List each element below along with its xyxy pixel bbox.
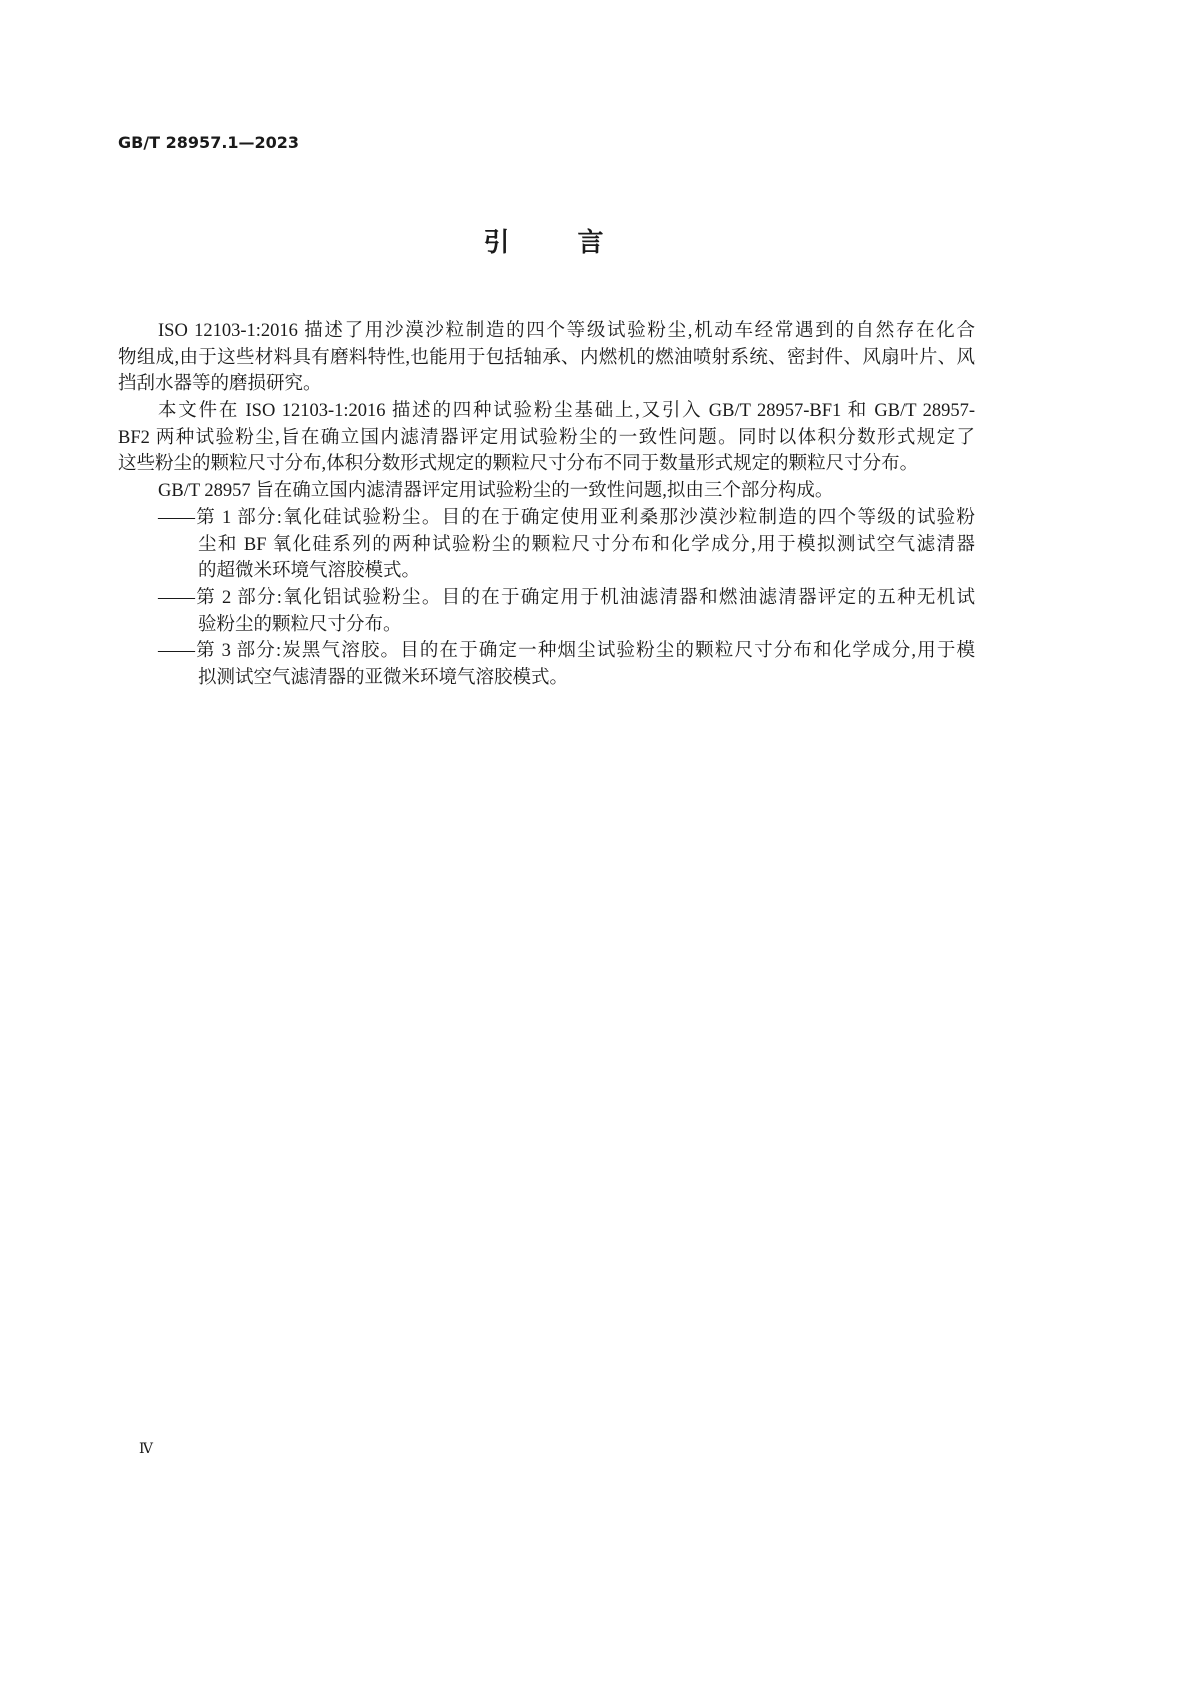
paragraph-line: 物组成,由于这些材料具有磨料特性,也能用于包括轴承、内燃机的燃油喷射系统、密封件、风扇叶片、风 <box>118 347 975 368</box>
list-item-part-3 <box>118 638 975 691</box>
list-item-part-2 <box>118 585 975 638</box>
list-item-line: ——第 2 部分:氧化铝试验粉尘。目的在于确定用于机油滤清器和燃油滤清器评定的五种无机试 <box>158 587 975 608</box>
list-item-line: 的超微米环境气溶胶模式。 <box>198 561 421 582</box>
paragraph-line: 本文件在 ISO 12103-1:2016 描述的四种试验粉尘基础上,又引入 GB/T 28957-BF1 和 GB/T 28957- <box>158 401 975 422</box>
paragraph-1 <box>118 318 975 398</box>
paragraph-line: 挡刮水器等的磨损研究。 <box>118 374 322 395</box>
list-item-line: 验粉尘的颗粒尺寸分布。 <box>198 614 402 635</box>
list-item-part-1 <box>118 505 975 585</box>
paragraph-line: 这些粉尘的颗粒尺寸分布,体积分数形式规定的颗粒尺寸分布不同于数量形式规定的颗粒尺寸分布。 <box>118 454 919 475</box>
paragraph-line: ISO 12103-1:2016 描述了用沙漠沙粒制造的四个等级试验粉尘,机动车经常遇到的自然存在化合 <box>158 321 975 341</box>
paragraph-3 <box>118 478 975 505</box>
paragraph-line: BF2 两种试验粉尘,旨在确立国内滤清器评定用试验粉尘的一致性问题。同时以体积分数形式规定了 <box>118 427 975 448</box>
paragraph-2 <box>118 398 975 478</box>
page-number: Ⅳ <box>139 1442 153 1457</box>
paragraph-line: GB/T 28957 旨在确立国内滤清器评定用试验粉尘的一致性问题,拟由三个部分构成。 <box>158 481 834 502</box>
list-item-line: 尘和 BF 氧化硅系列的两种试验粉尘的颗粒尺寸分布和化学成分,用于模拟测试空气滤清器 <box>198 534 975 555</box>
list-item-line: ——第 3 部分:炭黑气溶胶。目的在于确定一种烟尘试验粉尘的颗粒尺寸分布和化学成分,用于模 <box>158 641 975 662</box>
section-title: 引 言 <box>483 228 604 258</box>
standard-number: GB/T 28957.1—2023 <box>118 133 300 152</box>
list-item-line: 拟测试空气滤清器的亚微米环境气溶胶模式。 <box>198 667 569 688</box>
introduction-body <box>118 318 975 692</box>
list-item-line: ——第 1 部分:氧化硅试验粉尘。目的在于确定使用亚利桑那沙漠沙粒制造的四个等级的试验粉 <box>158 507 975 528</box>
